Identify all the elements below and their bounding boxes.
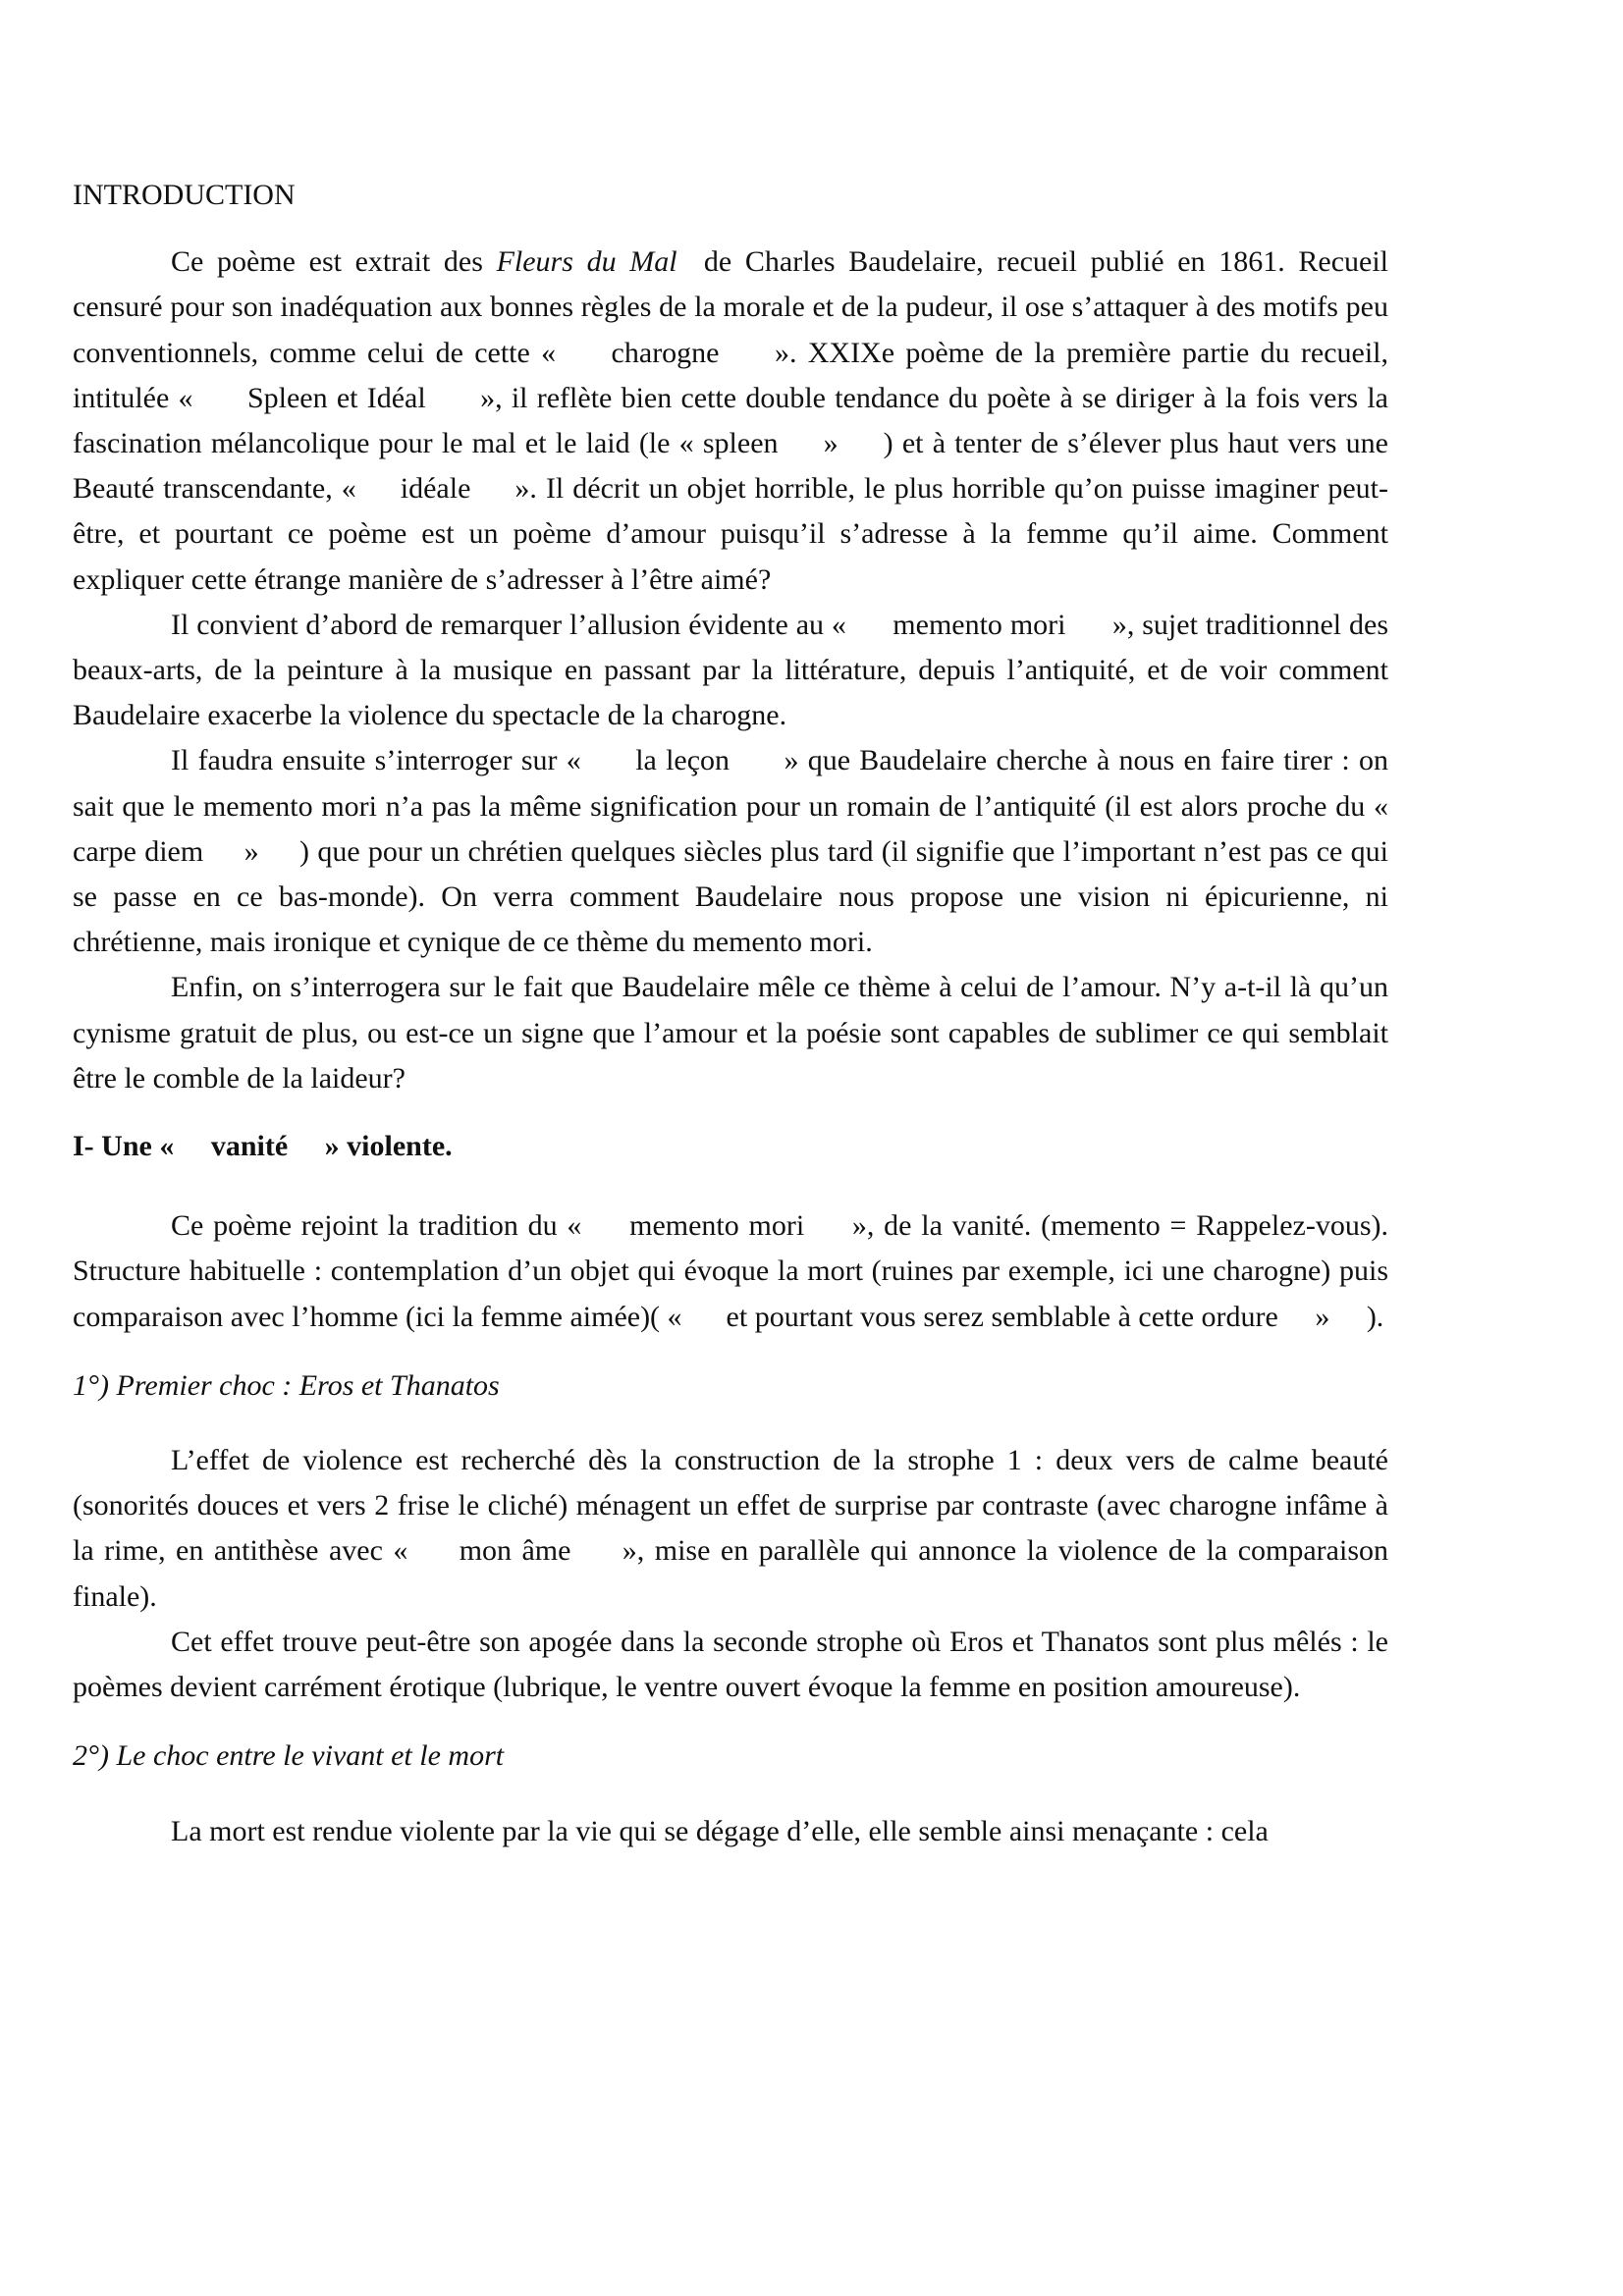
- document-body: [73, 173, 1426, 1854]
- subsection-1-paragraph-2: Cet effet trouve peut-être son apogée dans la seconde strophe où Eros et Thanatos sont plus mêlés : le poèmes devient carrément érotique (lubrique, le ventre ouvert évoque la femme en position amoureuse).: [73, 1625, 1396, 1704]
- intro-paragraph-1: [73, 240, 1396, 603]
- section-1-title: I- Une « vanité » violente.: [73, 1130, 453, 1163]
- intro-p1-rest: de Charles Baudelaire, recueil publié en 1861. Recueil censuré pour son inadéquation aux bonnes règles de la morale et de la pudeur, il ose s’attaquer à des motifs peu conventionnels, comme celui de cette « charogne ». XXIXe poème de la première partie du recueil, intitulée « Spleen et Idéal », il reflète bien cette double tendance du poète à se diriger à la fois vers la fascination mélancolique pour le mal et le laid (le « spleen » ) et à tenter de s’élever plus haut vers une Beauté transcendante, « idéale ». Il décrit un objet horrible, le plus horrible qu’on puisse imaginer peut-être, et pourtant ce poème est un poème d’amour puisqu’il s’adresse à la femme qu’il aime. Comment expliquer cette étrange manière de s’adresser à l’être aimé?: [73, 245, 1396, 596]
- intro-p1-lead: Ce poème est extrait des: [171, 245, 497, 279]
- book-title: Fleurs du Mal: [496, 245, 677, 279]
- intro-paragraph-3: Il faudra ensuite s’interroger sur « la leçon » que Baudelaire cherche à nous en faire tirer : on sait que le memento mori n’a pas la même signification pour un romain de l’antiquité (il est alors proche du « carpe diem » ) que pour un chrétien quelques siècles plus tard (il signifie que l’important n’est pas ce qui se passe en ce bas-monde). On verra comment Baudelaire nous propose une vision ni épicurienne, ni chrétienne, mais ironique et cynique de ce thème du memento mori.: [73, 744, 1426, 959]
- subsection-2-title: 2°) Le choc entre le vivant et le mort: [73, 1739, 505, 1773]
- subsection-2-paragraph-1: La mort est rendue violente par la vie qui se dégage d’elle, elle semble ainsi menaçante : cela: [171, 1814, 1269, 1847]
- intro-paragraph-4: Enfin, on s’interrogera sur le fait que Baudelaire mêle ce thème à celui de l’amour. N’y a-t-il là qu’un cynisme gratuit de plus, ou est-ce un signe que l’amour et la poésie sont capables de sublimer ce qui semblait être le comble de la laideur?: [73, 971, 1396, 1095]
- section-1-paragraph: Ce poème rejoint la tradition du « memento mori », de la vanité. (memento = Rappelez-vous). Structure habituelle : contemplation d’un objet qui évoque la mort (ruines par exemple, ici une charogne) puis comparaison avec l’homme (ici la femme aimée)( « et pourtant vous serez semblable à cette ordure » ).: [73, 1209, 1396, 1333]
- document-heading: INTRODUCTION: [73, 179, 296, 211]
- subsection-1-paragraph-1: L’effet de violence est recherché dès la construction de la strophe 1 : deux vers de calme beauté (sonorités douces et vers 2 frise le cliché) ménagent un effet de surprise par contraste (avec charogne infâme à la rime, en antithèse avec « mon âme », mise en parallèle qui annonce la violence de la comparaison finale).: [73, 1444, 1396, 1613]
- intro-paragraph-2: Il convient d’abord de remarquer l’allusion évidente au « memento mori », sujet traditionnel des beaux-arts, de la peinture à la musique en passant par la littérature, depuis l’antiquité, et de voir comment Baudelaire exacerbe la violence du spectacle de la charogne.: [73, 608, 1396, 732]
- subsection-1-title: 1°) Premier choc : Eros et Thanatos: [73, 1368, 500, 1402]
